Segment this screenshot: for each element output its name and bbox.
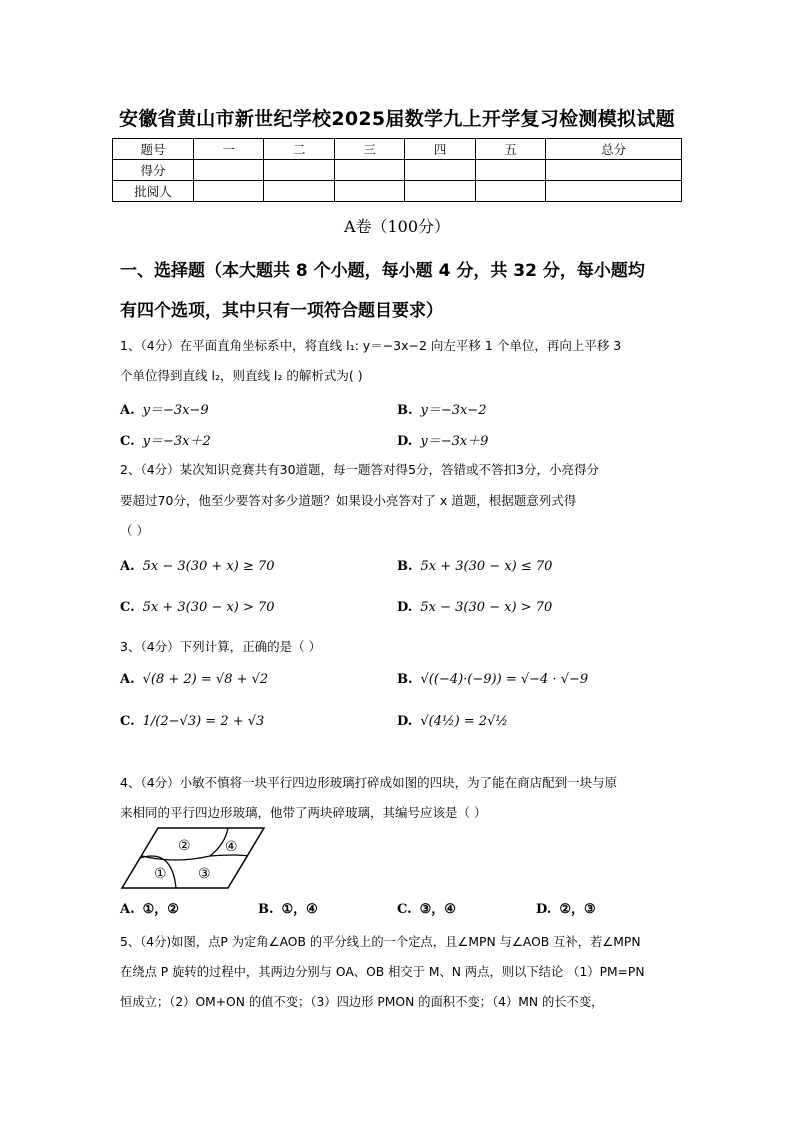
table-row (113, 181, 682, 202)
table-cell[interactable] (264, 160, 334, 181)
figure-label-1: ① (154, 866, 167, 882)
table-cell: 题号 (113, 139, 194, 160)
table-cell[interactable] (194, 160, 264, 181)
option-label: D. (397, 600, 413, 615)
option-label: C. (397, 902, 412, 917)
q1-option-c[interactable] (120, 430, 211, 449)
table-cell: 一 (194, 139, 264, 160)
q4-stem-line1: 4、（4分）小敏不慎将一块平行四边形玻璃打碎成如图的四块，为了能在商店配到一块与原 (120, 775, 618, 790)
option-label: C. (120, 714, 135, 729)
option-text: √(8 + 2) = √8 + √2 (142, 672, 269, 687)
option-label: D. (397, 714, 413, 729)
option-text: 5x + 3(30 − x) ≤ 70 (420, 559, 553, 574)
option-label: A. (120, 672, 135, 687)
q1-stem-line1: 1、（4分）在平面直角坐标系中，将直线 l₁: y＝−3x−2 向左平移 1 个单位，再向上平移 3 (120, 338, 622, 353)
option-label: A. (120, 403, 135, 418)
option-text: 1/(2−√3) = 2 + √3 (142, 714, 265, 729)
q3-option-c[interactable] (120, 714, 264, 729)
option-label: A. (120, 559, 135, 574)
q3-stem-line1: 3、（4分）下列计算，正确的是（ ） (120, 639, 322, 654)
option-label: C. (120, 600, 135, 615)
table-cell[interactable] (475, 160, 545, 181)
option-text: ①，④ (281, 902, 318, 917)
table-cell: 得分 (113, 160, 194, 181)
option-label: D. (397, 434, 413, 449)
q3-option-b[interactable] (397, 672, 588, 687)
exam-title: 安徽省黄山市新世纪学校2025届数学九上开学复习检测模拟试题 (119, 108, 675, 130)
q2-option-a[interactable] (120, 559, 275, 574)
q1-option-a[interactable] (120, 399, 209, 418)
option-text: ②，③ (559, 902, 596, 917)
table-cell: 批阅人 (113, 181, 194, 202)
q4-option-b[interactable] (258, 898, 318, 917)
q1-option-b[interactable] (397, 399, 487, 418)
option-label: C. (120, 434, 135, 449)
table-cell[interactable] (405, 160, 475, 181)
score-table (112, 138, 682, 202)
table-cell: 三 (334, 139, 404, 160)
table-row (113, 160, 682, 181)
volume-label: A卷（100分） (343, 217, 451, 236)
option-text: √(4½) = 2√½ (420, 714, 508, 729)
option-text: y＝−3x＋9 (420, 434, 489, 449)
q4-stem-line2: 来相同的平行四边形玻璃，他带了两块碎玻璃，其编号应该是（ ） (120, 805, 487, 820)
option-text: ①，② (142, 902, 179, 917)
q1-option-d[interactable] (397, 430, 488, 449)
q4-option-a[interactable] (120, 898, 179, 917)
q2-stem-line1: 2、（4分）某次知识竞赛共有30道题，每一题答对得5分，答错或不答扣3分，小亮得分 (120, 462, 599, 477)
option-label: B. (397, 559, 413, 574)
option-label: B. (397, 672, 413, 687)
option-text: 5x − 3(30 − x) > 70 (420, 600, 553, 615)
figure-label-4: ④ (225, 839, 238, 855)
crack-line-3 (210, 855, 248, 856)
option-label: B. (258, 902, 274, 917)
q5-stem-line3: 恒成立；（2）OM+ON 的值不变；（3）四边形 PMON 的面积不变；（4）MN 的长不变， (120, 995, 604, 1009)
table-cell[interactable] (546, 160, 682, 181)
option-text: 5x − 3(30 + x) ≥ 70 (142, 559, 275, 574)
q4-option-c[interactable] (397, 898, 456, 917)
broken-parallelogram-figure (120, 826, 266, 890)
table-cell[interactable] (334, 181, 404, 202)
q2-stem-line3: （ ） (120, 523, 149, 538)
figure-label-3: ③ (198, 866, 211, 882)
q1-stem-line2: 个单位得到直线 l₂，则直线 l₂ 的解析式为( ) (120, 368, 363, 383)
option-text: y＝−3x＋2 (142, 434, 211, 449)
option-text: y＝−3x−9 (142, 403, 209, 418)
table-cell: 总分 (546, 139, 682, 160)
table-cell[interactable] (405, 181, 475, 202)
option-label: B. (397, 403, 413, 418)
q3-option-d[interactable] (397, 714, 508, 729)
parallelogram-outline (122, 828, 264, 888)
table-cell[interactable] (334, 160, 404, 181)
q2-option-d[interactable] (397, 600, 552, 615)
table-cell: 二 (264, 139, 334, 160)
option-label: D. (536, 902, 552, 917)
q4-option-d[interactable] (536, 898, 596, 917)
table-cell[interactable] (194, 181, 264, 202)
q5-stem-line2: 在绕点 P 旋转的过程中，其两边分别与 OA、OB 相交于 M、N 两点，则以下结论 （1）PM=PN (120, 965, 645, 979)
table-cell[interactable] (546, 181, 682, 202)
q2-option-b[interactable] (397, 559, 552, 574)
option-text: 5x + 3(30 − x) > 70 (142, 600, 275, 615)
option-label: A. (120, 902, 135, 917)
option-text: ③，④ (419, 902, 456, 917)
score-table-header-row (113, 139, 682, 160)
section-heading-line1: 一、选择题（本大题共 8 个小题，每小题 4 分，共 32 分，每小题均 (120, 261, 645, 281)
option-text: √((−4)·(−9)) = √−4 · √−9 (420, 672, 589, 687)
q2-stem-line2: 要超过70分，他至少要答对多少道题？如果设小亮答对了 x 道题，根据题意列式得 (120, 493, 577, 508)
section-heading-line2: 有四个选项，其中只有一项符合题目要求） (120, 301, 443, 321)
table-cell: 四 (405, 139, 475, 160)
q5-stem-line1: 5、（4分)如图，点P 为定角∠AOB 的平分线上的一个定点，且∠MPN 与∠AOB 互补，若∠MPN (120, 935, 641, 949)
figure-label-2: ② (178, 838, 191, 854)
table-cell[interactable] (475, 181, 545, 202)
option-text: y＝−3x−2 (420, 403, 487, 418)
q3-option-a[interactable] (120, 672, 268, 687)
q2-option-c[interactable] (120, 600, 275, 615)
table-cell: 五 (475, 139, 545, 160)
table-cell[interactable] (264, 181, 334, 202)
